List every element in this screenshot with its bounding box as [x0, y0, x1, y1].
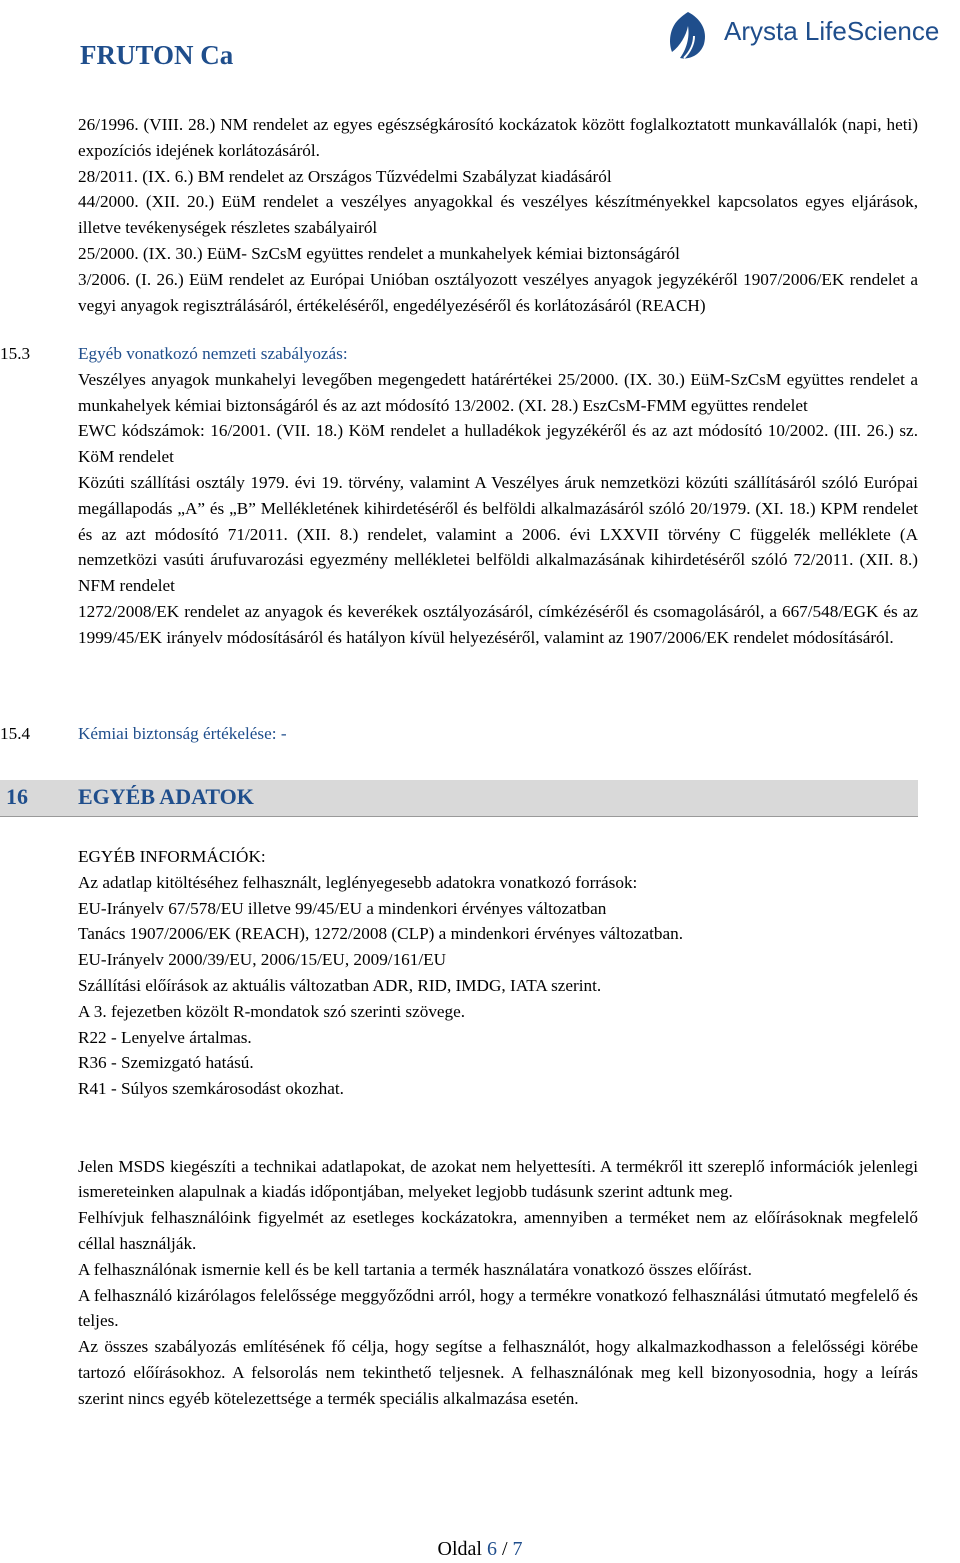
section-title: EGYÉB ADATOK	[78, 784, 254, 809]
info-line: EU-Irányelv 2000/39/EU, 2006/15/EU, 2009/161/EU	[78, 950, 447, 970]
arysta-leaf-icon	[660, 8, 716, 64]
page-total: 7	[512, 1538, 523, 1560]
section-number: 15.4	[0, 724, 31, 743]
page-number: 6	[486, 1538, 497, 1560]
section-16-header	[0, 780, 918, 817]
r-phrase: R36 - Szemizgató hatású.	[78, 1053, 254, 1073]
page-label: Oldal	[437, 1538, 482, 1560]
info-line: A 3. fejezetben közölt R-mondatok szó szerinti szövege.	[78, 1001, 466, 1021]
regulation-list	[78, 112, 918, 318]
company-name: Arysta LifeScience	[724, 16, 940, 46]
regulation-item: 26/1996. (VIII. 28.) NM rendelet az egyes egészségkárosító kockázatok között foglalkoztatott munkavállalók (napi, heti) expozíciós idejének korlátozásáról.	[78, 115, 918, 160]
closing-paragraph: A felhasználó kizárólagos felelőssége meggyőződni arról, hogy a termékre vonatkozó felhasználási útmutató megfelelő és teljes.	[78, 1285, 918, 1331]
section-number: 15.3	[0, 344, 31, 363]
regulation-item: 25/2000. (IX. 30.) EüM- SzCsM együttes rendelet a munkahelyek kémiai biztonságáról	[78, 243, 680, 263]
regulation-item: 44/2000. (XII. 20.) EüM rendelet a veszélyes anyagokkal és veszélyes készítményekkel kapcsolatos egyes eljárások, illetve tevékenységek részletes szabályairól	[78, 192, 918, 238]
regulation-item: 28/2011. (IX. 6.) BM rendelet az Országos Tűzvédelmi Szabályzat kiadásáról	[78, 166, 612, 186]
page-separator: /	[501, 1538, 508, 1560]
section-paragraph: Közúti szállítási osztály 1979. évi 19. törvény, valamint A Veszélyes áruk nemzetközi közúti szállításáról szóló Európai megállapodás „A” és „B” Mellékletének kihirdetéséről és belföldi alkalmazásáról szóló 20/1979. (XI. 18.) KPM rendelet és az azt módosító 71/2011. (XII. 8.) rendelet, valamint a 2006. évi LXXVII törvény C függelék melléklete (A nemzetközi vasúti árufuvarozási egyezmény mellékletei belföldi alkalmazásának kihirdetéséről szóló 72/2011. (XII. 8.) NFM rendelet	[78, 472, 918, 596]
product-title: FRUTON Ca	[80, 40, 234, 70]
closing-paragraph: Az összes szabályozás említésének fő célja, hogy segítse a felhasználót, hogy alkalmazkodhasson a felelősségi körébe tartozó előírásokhoz. A felsorolás nem tekinthető teljesnek. A felhasználónak meg kell bizonyosodnia, hogy a leírás szerint nincs egyéb kötelezettsége a termék speciális alkalmazása esetén.	[78, 1337, 918, 1408]
section-title: Kémiai biztonság értékelése: -	[78, 724, 287, 743]
section-paragraph: 1272/2008/EK rendelet az anyagok és keverékek osztályozásáról, címkézéséről és csomagolásáról, a 667/548/EGK és az 1999/45/EK irányelv módosításáról és hatályon kívül helyezéséről, valamint az 1907/2006/EK rendelet módosításáról.	[78, 601, 918, 647]
page-footer	[0, 1538, 960, 1561]
r-phrase: R22 - Lenyelve ártalmas.	[78, 1027, 252, 1047]
company-logo	[660, 6, 960, 62]
info-line: Az adatlap kitöltéséhez felhasznált, leglényegesebb adatokra vonatkozó források:	[78, 872, 638, 892]
section-number: 16	[6, 784, 28, 809]
info-heading: EGYÉB INFORMÁCIÓK:	[78, 847, 266, 866]
regulation-item: 3/2006. (I. 26.) EüM rendelet az Európai Unióban osztályozott veszélyes anyagok jegyzékéről 1907/2006/EK rendelet a vegyi anyagok regisztrálásáról, értékeléséről, engedélyezéséről és korlátozásáról (REACH)	[78, 269, 918, 315]
info-line: Tanács 1907/2006/EK (REACH), 1272/2008 (CLP) a mindenkori érvényes változatban.	[78, 924, 684, 944]
info-line: Szállítási előírások az aktuális változatban ADR, RID, IMDG, IATA szerint.	[78, 975, 602, 995]
section-paragraph: Veszélyes anyagok munkahelyi levegőben megengedett határértékei 25/2000. (IX. 30.) EüM-SzCsM együttes rendelet a munkahelyek kémiai biztonságáról és az azt módosító 13/2002. (XI. 28.) EszCsM-FMM együttes rendelet	[78, 369, 918, 415]
closing-paragraph: A felhasználónak ismernie kell és be kell tartania a termék használatára vonatkozó összes előírást.	[78, 1259, 752, 1279]
r-phrase: R41 - Súlyos szemkárosodást okozhat.	[78, 1079, 344, 1099]
other-info	[78, 844, 918, 1412]
closing-paragraph: Felhívjuk felhasználóink figyelmét az esetleges kockázatokra, amennyiben a terméket nem az előírásoknak megfelelő céllal használják.	[78, 1208, 918, 1253]
section-title: Egyéb vonatkozó nemzeti szabályozás:	[78, 344, 348, 363]
section-paragraph: EWC kódszámok: 16/2001. (VII. 18.) KöM rendelet a hulladékok jegyzékéről és az azt módosító 10/2002. (III. 26.) sz. KöM rendelet	[78, 421, 918, 467]
info-line: EU-Irányelv 67/578/EU illetve 99/45/EU a mindenkori érvényes változatban	[78, 898, 607, 918]
closing-paragraph: Jelen MSDS kiegészíti a technikai adatlapokat, de azokat nem helyettesíti. A termékről itt szereplő információk jelenlegi ismereteinken alapulnak a kiadás időpontjában, melyeket legjobb tudásunk szerint adtunk meg.	[78, 1156, 918, 1202]
